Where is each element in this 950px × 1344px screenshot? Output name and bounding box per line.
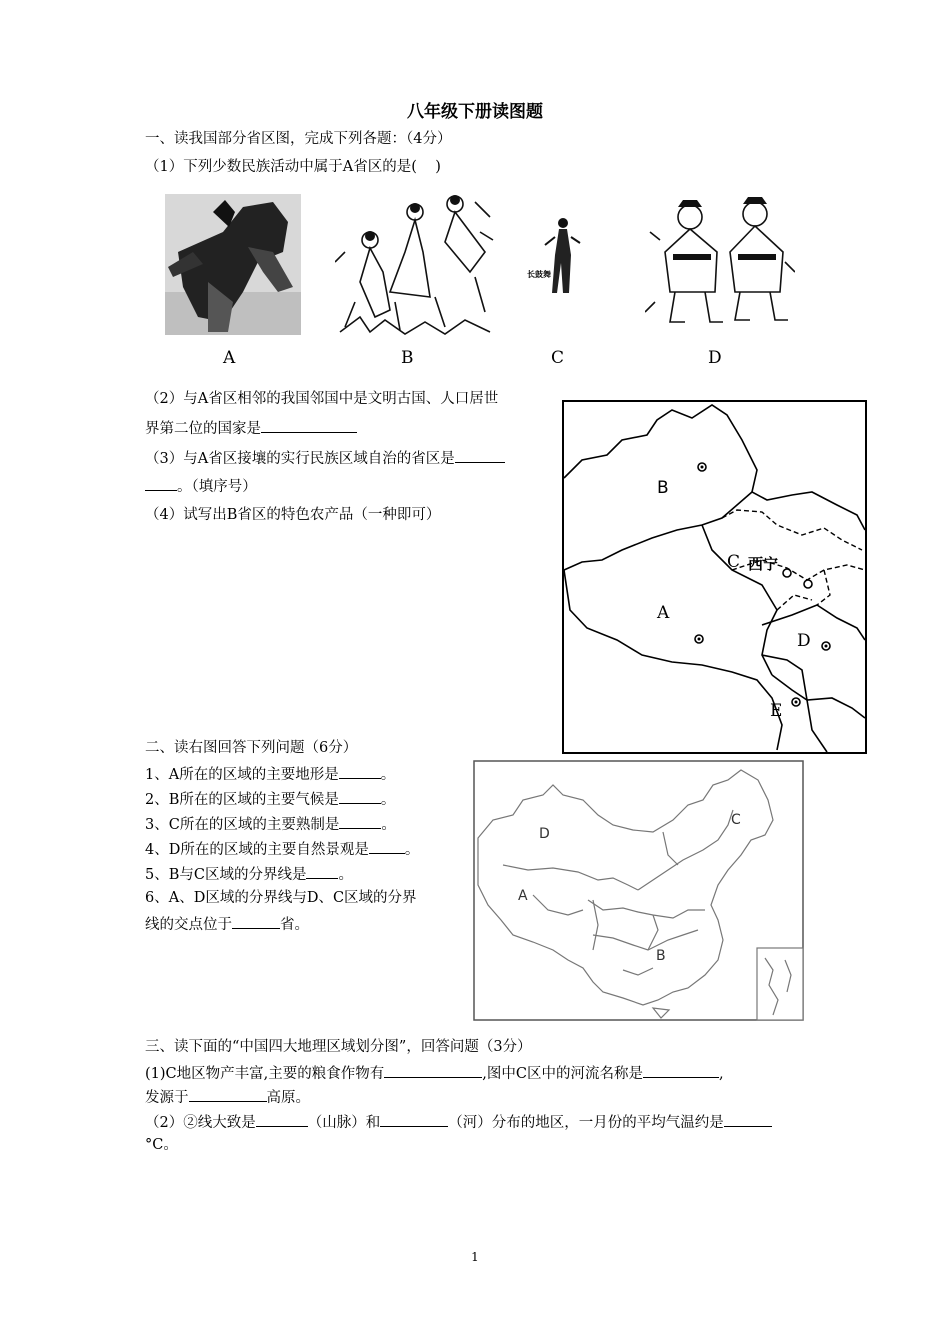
answer-blank[interactable]: [339, 812, 381, 829]
province-map: [562, 400, 867, 754]
s3-q1-line2-suffix: 高原。: [266, 1090, 310, 1106]
s3-q2-part3: （河）分布的地区，一月份的平均气温约是: [448, 1115, 724, 1131]
answer-blank[interactable]: [455, 446, 505, 463]
s3-question-2-line1: [145, 1110, 772, 1134]
s2-q6-prefix: 线的交点位于: [145, 917, 232, 933]
period: 。: [338, 867, 353, 883]
option-b-picture: [335, 192, 495, 337]
s1-question-2-line1: （2）与A省区相邻的我国邻国中是文明古国、人口居世: [145, 391, 499, 407]
s1-question-3-line2: [145, 474, 257, 498]
map1-label-b: B: [657, 478, 669, 498]
china-regions-map: [473, 760, 805, 1022]
answer-blank[interactable]: [724, 1110, 772, 1127]
option-d-label: D: [708, 348, 722, 368]
answer-blank[interactable]: [339, 787, 381, 804]
s3-q1-line2-prefix: 发源于: [145, 1090, 189, 1106]
s2-question-4: [145, 837, 419, 861]
s1-question-2-line2: [145, 416, 357, 440]
s3-q1-part2: ,图中C区中的河流名称是: [482, 1066, 643, 1082]
map2-label-c: C: [731, 812, 741, 828]
option-a-picture: [163, 192, 303, 337]
section3-heading: 三、读下面的“中国四大地理区域划分图”，回答问题（3分）: [145, 1039, 532, 1055]
answer-blank[interactable]: [145, 474, 177, 491]
page-title: 八年级下册读图题: [407, 102, 543, 122]
map2-label-d: D: [539, 826, 550, 842]
option-b-label: B: [401, 348, 414, 368]
s1-q3-suffix: 。（填序号）: [177, 479, 257, 495]
s2-question-6-line2: [145, 912, 309, 936]
s2-q4-text: 4、D所在的区域的主要自然景观是: [145, 842, 369, 858]
section2-heading: 二、读右图回答下列问题（6分）: [145, 740, 358, 756]
s1-q3-text: （3）与A省区接壤的实行民族区域自治的省区是: [145, 451, 455, 467]
period: 。: [380, 792, 396, 808]
answer-blank[interactable]: [339, 762, 381, 779]
s2-q1-text: 1、A所在的区域的主要地形是: [145, 767, 339, 783]
map1-label-xining: 西宁: [748, 555, 779, 573]
answer-blank[interactable]: [261, 416, 357, 433]
answer-blank[interactable]: [380, 1110, 448, 1127]
option-c-caption: 长鼓舞: [527, 270, 551, 279]
s2-question-2: [145, 787, 395, 811]
s3-q1-part3: ,: [718, 1066, 724, 1082]
map1-label-e: E: [770, 701, 783, 721]
s1-question-3-line1: [145, 446, 505, 470]
answer-blank[interactable]: [384, 1061, 482, 1078]
s1-q2-text: 界第二位的国家是: [145, 421, 261, 437]
answer-blank[interactable]: [369, 837, 405, 854]
s3-q1-part1: (1)C地区物产丰富,主要的粮食作物有: [145, 1066, 385, 1082]
s2-question-1: [145, 762, 395, 786]
s3-question-2-line2: °C。: [145, 1137, 178, 1153]
answer-blank[interactable]: [232, 912, 280, 929]
map1-label-c: C: [727, 552, 741, 572]
s2-q6-suffix: 省。: [280, 917, 309, 933]
option-c-picture: [525, 215, 585, 300]
s2-question-6-line1: 6、A、D区域的分界线与D、C区域的分界: [145, 890, 417, 906]
period: 。: [380, 767, 396, 783]
s2-question-3: [145, 812, 396, 836]
map2-label-b: B: [656, 948, 666, 964]
answer-blank[interactable]: [306, 862, 338, 879]
map1-label-a: A: [657, 603, 670, 623]
map2-label-a: A: [518, 888, 528, 904]
period: 。: [404, 842, 420, 858]
s2-q2-text: 2、B所在的区域的主要气候是: [145, 792, 339, 808]
s2-q3-text: 3、C所在的区域的主要熟制是: [145, 817, 340, 833]
answer-blank[interactable]: [256, 1110, 308, 1127]
option-c-label: C: [551, 348, 565, 368]
answer-blank[interactable]: [189, 1085, 267, 1102]
s3-q2-part1: （2）②线大致是: [145, 1115, 256, 1131]
map1-label-d: D: [797, 631, 811, 651]
s3-q2-part2: （山脉）和: [307, 1115, 381, 1131]
s1-question-1: （1）下列少数民族活动中属于A省区的是( ): [145, 159, 441, 175]
page-number: 1: [471, 1250, 479, 1264]
s2-question-5: [145, 862, 353, 886]
period: 。: [381, 817, 396, 833]
s3-question-1-line2: [145, 1085, 310, 1109]
s1-question-4: （4）试写出B省区的特色农产品（一种即可）: [145, 507, 441, 523]
s3-question-1-line1: [145, 1061, 724, 1085]
section1-heading: 一、读我国部分省区图，完成下列各题：（4分）: [145, 131, 452, 147]
s2-q5-text: 5、B与C区域的分界线是: [145, 867, 307, 883]
answer-blank[interactable]: [643, 1061, 719, 1078]
option-d-picture: [645, 192, 795, 332]
option-a-label: A: [223, 348, 236, 368]
